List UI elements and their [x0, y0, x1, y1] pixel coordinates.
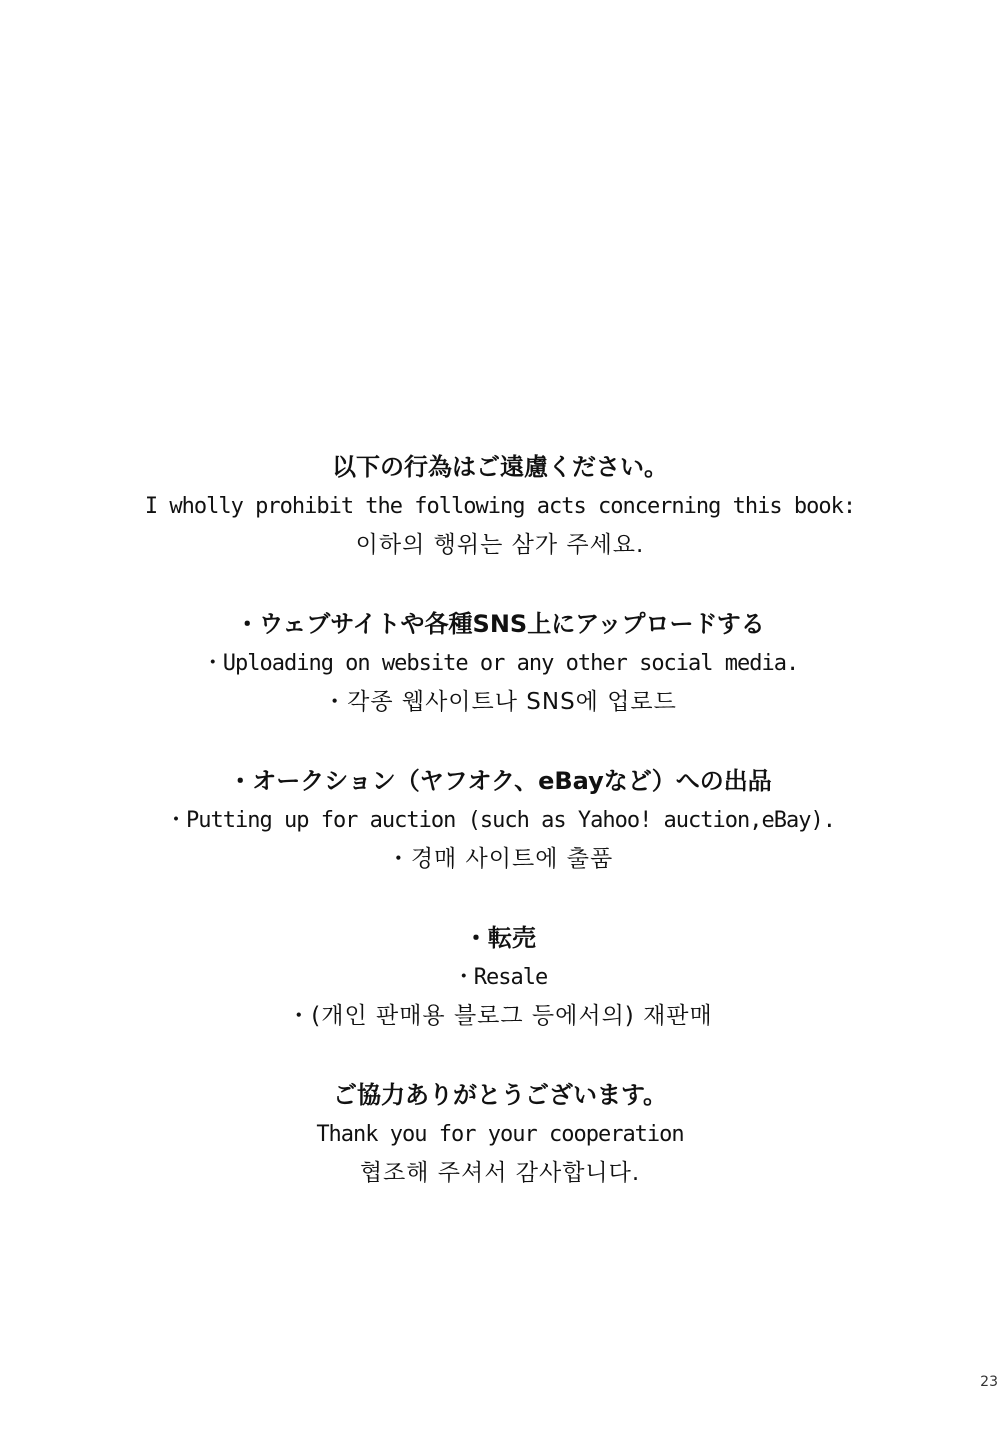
prohibition-notice: [0, 448, 1000, 1193]
intro-english: I wholly prohibit the following acts concerning this book:: [144, 494, 856, 519]
item-resale-english: ・Resale: [452, 965, 548, 990]
item-auction-english: ・Putting up for auction (such as Yahoo! auction,eBay).: [165, 808, 835, 833]
item-auction-korean: ・경매 사이트에 출품: [386, 846, 614, 872]
item-resale: [0, 919, 1000, 1036]
closing-block: [0, 1076, 1000, 1193]
closing-korean: 협조해 주셔서 감사합니다.: [359, 1160, 641, 1186]
item-auction-japanese: ・オークション（ヤフオク、eBayなど）への出品: [228, 767, 772, 795]
item-auction: [0, 762, 1000, 879]
spacer: [0, 722, 1000, 762]
item-resale-japanese: ・転売: [464, 924, 536, 952]
item-upload: [0, 605, 1000, 722]
closing-japanese: ご協力ありがとうございます。: [332, 1081, 668, 1109]
item-resale-korean: ・(개인 판매용 블로그 등에서의) 재판매: [287, 1003, 713, 1029]
item-upload-korean: ・각종 웹사이트나 SNS에 업로드: [323, 689, 677, 715]
item-upload-english: ・Uploading on website or any other social media.: [201, 651, 799, 676]
intro-japanese: 以下の行為はご遠慮ください。: [332, 453, 668, 481]
closing-english: Thank you for your cooperation: [316, 1122, 684, 1147]
item-upload-japanese: ・ウェブサイトや各種SNS上にアップロードする: [235, 610, 765, 638]
spacer: [0, 879, 1000, 919]
intro-korean: 이하의 행위는 삼가 주세요.: [355, 532, 645, 558]
spacer: [0, 1036, 1000, 1076]
spacer: [0, 565, 1000, 605]
page-number: 23: [980, 1374, 998, 1390]
intro-block: [0, 448, 1000, 565]
